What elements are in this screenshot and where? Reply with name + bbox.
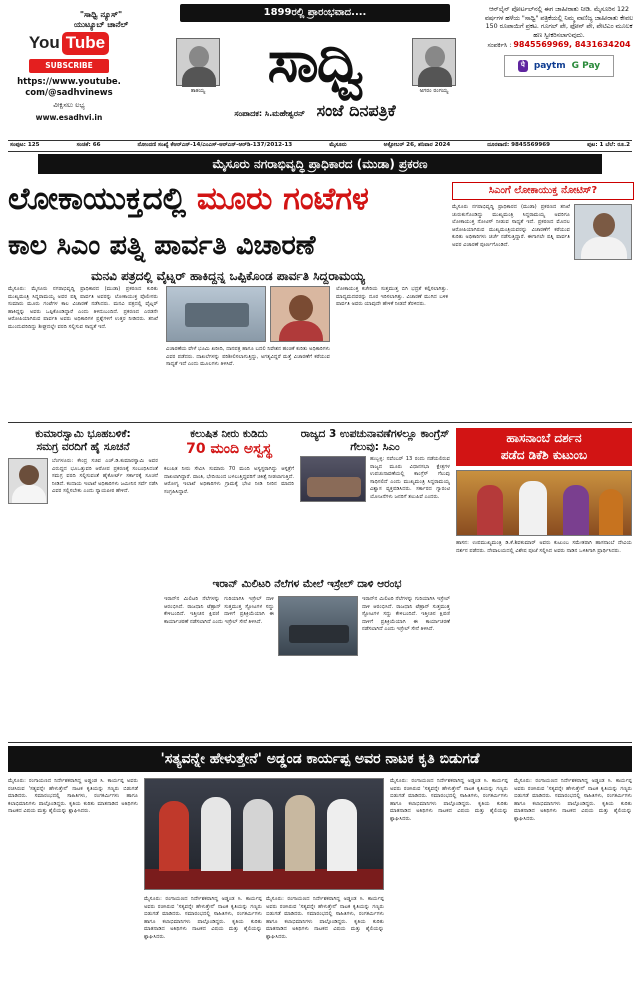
kumaraswamy-text: ಬೆಂಗಳೂರು: ಕೇಂದ್ರ ಸಚಿವ ಎಚ್.ಡಿ.ಕುಮಾರಸ್ವಾಮಿ ಅವರ ವಿರುದ್ಧದ ಭೂಒತ್ತುವರಿ ಆರೋಪ ಪ್ರಕರಣಕ್ಕೆ ಸಂಬಂಧಿಸಿದಂತೆ ಸಮಗ್ರ ವರದಿ ಸಲ್ಲಿಸುವಂತೆ ಹೈಕೋರ್ಟ್ ಸರ್ಕಾರಕ್ಕೆ ಸೂಚನೆ ನೀಡಿದೆ. ಕಂದಾಯ ಇಲಾಖೆ ಅಧಿಕಾರಿಗಳು ಜಮೀನಿನ ಸರ್ವೆ ನಡೆಸಿ ವಿವರ ಸಲ್ಲಿಸಬೇಕು ಎಂದು ನ್ಯಾಯಪೀಠ ಹೇಳಿದೆ. (52, 458, 158, 495)
youtube-logo (29, 32, 109, 55)
cm-photo (574, 204, 632, 260)
israel-text-col2: ಇರಾನ್‌ನ ಮಿಲಿಟರಿ ನೆಲೆಗಳನ್ನು ಗುರಿಯಾಗಿಸಿ ಇಸ್ರೇಲ್ ದಾಳಿ ಆರಂಭಿಸಿದೆ. ರಾಜಧಾನಿ ಟೆಹ್ರಾನ್ ಸುತ್ತಮುತ್ತ ಸ್ಫೋಟಗಳ ಸದ್ದು ಕೇಳಿಬಂದಿದೆ. ಇತ್ತೀಚಿನ ಕ್ಷಿಪಣಿ ದಾಳಿಗೆ ಪ್ರತಿಕ್ರಿಯೆಯಾಗಿ ಈ ಕಾರ್ಯಾಚರಣೆ ನಡೆಸಲಾಗಿದೆ ಎಂದು ಇಸ್ರೇಲ್ ಸೇನೆ ತಿಳಿಸಿದೆ. (362, 596, 450, 633)
youtube-word: You (28, 33, 60, 52)
subscribe-button[interactable]: SUBSCRIBE (29, 59, 109, 73)
divider-2 (8, 742, 632, 743)
established-banner: 1899ರಲ್ಲಿ ಪ್ರಾರಂಭವಾದ.... (180, 4, 450, 22)
bottom-text-col2: ಮೈಸೂರು: ರಂಗಾಯಣದ ನಿರ್ದೇಶಕರಾಗಿದ್ದ ಅಡ್ಡಂಡ ಸಿ. ಕಾರ್ಯಪ್ಪ ಅವರು ರಚಿಸಿರುವ 'ಸತ್ಯವನ್ನೇ ಹೇಳುತ್ತೇನೆ' ನಾಟಕ ಕೃತಿಯನ್ನು ಗಣ್ಯರು ಬಿಡುಗಡೆ ಮಾಡಿದರು. ಸಮಾರಂಭದಲ್ಲಿ ಸಾಹಿತಿಗಳು, ರಂಗಕರ್ಮಿಗಳು ಹಾಗೂ ಕಲಾಭಿಮಾನಿಗಳು ಪಾಲ್ಗೊಂಡಿದ್ದರು. ಕೃತಿಯ ಕುರಿತು ಮಾತನಾಡಿದ ಅತಿಥಿಗಳು ನಾಟಕದ ವಿಷಯ ಮತ್ತು ಶೈಲಿಯನ್ನು ಶ್ಲಾಘಿಸಿದರು. (144, 896, 262, 940)
side-story-headline: ಸಿಎಂಗೆ ಲೋಕಾಯುಕ್ತ ನೋಟಿಸ್? (452, 182, 634, 200)
parvathi-photo (270, 286, 330, 342)
water-text: ಕಲುಷಿತ ನೀರು ಸೇವಿಸಿ ಸುಮಾರು 70 ಮಂದಿ ಅಸ್ವಸ್ಥರಾಗಿದ್ದು ಆಸ್ಪತ್ರೆಗೆ ದಾಖಲಾಗಿದ್ದಾರೆ. ವಾಂತಿ, ಭೇದಿಯಿಂದ ಬಳಲುತ್ತಿದ್ದವರಿಗೆ ಚಿಕಿತ್ಸೆ ನೀಡಲಾಗುತ್ತಿದೆ. ಆರೋಗ್ಯ ಇಲಾಖೆ ಅಧಿಕಾರಿಗಳು ಗ್ರಾಮಕ್ಕೆ ಭೇಟಿ ನೀಡಿ ನೀರಿನ ಮಾದರಿ ಸಂಗ್ರಹಿಸಿದ್ದಾರೆ. (164, 466, 294, 495)
side-story-text: ಮೈಸೂರು ನಗರಾಭಿವೃದ್ಧಿ ಪ್ರಾಧಿಕಾರದ (ಮುಡಾ) ಪ್ರಕರಣದ ತನಿಖೆ ಚುರುಕುಗೊಂಡಿದ್ದು ಮುಖ್ಯಮಂತ್ರಿ ಸಿದ್ದರಾಮಯ್ಯ ಅವರಿಗೂ ಲೋಕಾಯುಕ್ತ ನೋಟಿಸ್ ನೀಡುವ ಸಾಧ್ಯತೆ ಇದೆ. ಪ್ರಕರಣದ ಮೊದಲ ಆರೋಪಿಯಾಗಿರುವ ಮುಖ್ಯಮಂತ್ರಿಯವರನ್ನು ವಿಚಾರಣೆಗೆ ಕರೆಯುವ ಕುರಿತು ಅಧಿಕಾರಿಗಳು ಚರ್ಚೆ ನಡೆಸುತ್ತಿದ್ದಾರೆ. ಈಗಾಗಲೇ ಪತ್ನಿ ಪಾರ್ವತಿ ಅವರ ವಿಚಾರಣೆ ಪೂರ್ಣಗೊಂಡಿದೆ. (452, 204, 570, 248)
lead-headline-line2: ಕಾಲ ಸಿಎಂ ಪತ್ನಿ ಪಾರ್ವತಿ ವಿಚಾರಣೆ (8, 230, 316, 261)
lead-headline-black: ಲೋಕಾಯುಕ್ತದಲ್ಲಿ (8, 181, 187, 217)
right-portrait (412, 38, 456, 86)
hasanamba-headline-1: ಹಾಸನಾಂಬೆ ದರ್ಶನ (506, 431, 582, 445)
advert-box (484, 6, 634, 126)
kumaraswamy-headline (8, 428, 158, 454)
date: ಅಕ್ಟೋಬರ್ 26, ಶನಿವಾರ 2024 (383, 142, 451, 149)
paytm-icon: paytm (533, 60, 566, 71)
bypoll-text: ಹುಬ್ಬಳ್ಳಿ: ನವೆಂಬರ್ 13 ರಂದು ನಡೆಯಲಿರುವ ರಾಜ್ಯದ ಮೂರು ವಿಧಾನಸಭಾ ಕ್ಷೇತ್ರಗಳ ಉಪಚುನಾವಣೆಯಲ್ಲಿ ಕಾಂಗ್ರೆಸ್ ಗೆಲುವು ಸಾಧಿಸಲಿದೆ ಎಂದು ಮುಖ್ಯಮಂತ್ರಿ ಸಿದ್ದರಾಮಯ್ಯ ವಿಶ್ವಾಸ ವ್ಯಕ್ತಪಡಿಸಿದರು. ಸರ್ಕಾರದ ಗ್ಯಾರಂಟಿ ಯೋಜನೆಗಳು ಜನರಿಗೆ ತಲುಪಿವೆ ಎಂದರು. (370, 456, 450, 500)
israel-photo (278, 596, 358, 656)
lead-subheadline: ಮನವಿ ಪತ್ರದಲ್ಲಿ ವೈಟ್ನರ್ ಹಾಕಿದ್ದನ್ನ ಒಪ್ಪಿಕೊಂಡ ಪಾರ್ವತಿ ಸಿದ್ದರಾಮಯ್ಯ (91, 269, 365, 283)
phone: ದೂರವಾಣಿ: 9845569969 (487, 142, 551, 149)
hasanamba-headline (456, 428, 632, 466)
israel-text: ಇರಾನ್‌ನ ಮಿಲಿಟರಿ ನೆಲೆಗಳನ್ನು ಗುರಿಯಾಗಿಸಿ ಇಸ್ರೇಲ್ ದಾಳಿ ಆರಂಭಿಸಿದೆ. ರಾಜಧಾನಿ ಟೆಹ್ರಾನ್ ಸುತ್ತಮುತ್ತ ಸ್ಫೋಟಗಳ ಸದ್ದು ಕೇಳಿಬಂದಿದೆ. ಇತ್ತೀಚಿನ ಕ್ಷಿಪಣಿ ದಾಳಿಗೆ ಪ್ರತಿಕ್ರಿಯೆಯಾಗಿ ಈ ಕಾರ್ಯಾಚರಣೆ ನಡೆಸಲಾಗಿದೆ ಎಂದು ಇಸ್ರೇಲ್ ಸೇನೆ ತಿಳಿಸಿದೆ. (164, 596, 274, 625)
lead-text-col2: ವಿಚಾರಣೆಯ ವೇಳೆ ಭೂಮಿ ಖರೀದಿ, ದಾನಪತ್ರ ಹಾಗೂ ಬದಲಿ ನಿವೇಶನ ಹಂಚಿಕೆ ಕುರಿತು ಅಧಿಕಾರಿಗಳು ವಿವರ ಪಡೆದರು. ದಾಖಲೆಗಳನ್ನು ಪರಿಶೀಲಿಸಲಾಗುತ್ತಿದ್ದು, ಅಗತ್ಯವಿದ್ದರೆ ಮತ್ತೆ ವಿಚಾರಣೆಗೆ ಕರೆಯುವ ಸಾಧ್ಯತೆ ಇದೆ ಎಂದು ಮೂಲಗಳು ತಿಳಿಸಿವೆ. (166, 346, 330, 368)
lead-text-col1: ಮೈಸೂರು: ಮೈಸೂರು ನಗರಾಭಿವೃದ್ಧಿ ಪ್ರಾಧಿಕಾರದ (ಮುಡಾ) ಪ್ರಕರಣದ ಕುರಿತು ಮುಖ್ಯಮಂತ್ರಿ ಸಿದ್ದರಾಮಯ್ಯ ಅವರ ಪತ್ನಿ ಪಾರ್ವತಿ ಅವರನ್ನು ಲೋಕಾಯುಕ್ತ ಪೊಲೀಸರು ಸುಮಾರು ಮೂರು ಗಂಟೆಗಳ ಕಾಲ ವಿಚಾರಣೆ ನಡೆಸಿದರು. ಮನವಿ ಪತ್ರದಲ್ಲಿ ವೈಟ್ನರ್ ಹಾಕಿದ್ದನ್ನು ಅವರು ಒಪ್ಪಿಕೊಂಡಿದ್ದಾರೆ ಎಂದು ತಿಳಿದುಬಂದಿದೆ. ಪ್ರಕರಣದ ಎರಡನೇ ಆರೋಪಿಯಾಗಿರುವ ಪಾರ್ವತಿ ಅವರು ಅಧಿಕಾರಿಗಳ ಪ್ರಶ್ನೆಗಳಿಗೆ ಉತ್ತರ ನೀಡಿದರು. ತನಿಖೆ ಮುಂದುವರಿದಿದ್ದು ಶೀಘ್ರದಲ್ಲೇ ವರದಿ ಸಲ್ಲಿಸುವ ಸಾಧ್ಯತೆ ಇದೆ. (8, 286, 158, 330)
water-headline-1: ಕಲುಷಿತ ನೀರು ಕುಡಿದು (190, 428, 268, 440)
right-portrait-caption: ಅಗರಂ ರಂಗಯ್ಯ (419, 88, 449, 94)
youtube-tube: Tube (62, 32, 109, 55)
lead-headline-line1 (8, 176, 448, 228)
bottom-text-col4: ಮೈಸೂರು: ರಂಗಾಯಣದ ನಿರ್ದೇಶಕರಾಗಿದ್ದ ಅಡ್ಡಂಡ ಸಿ. ಕಾರ್ಯಪ್ಪ ಅವರು ರಚಿಸಿರುವ 'ಸತ್ಯವನ್ನೇ ಹೇಳುತ್ತೇನೆ' ನಾಟಕ ಕೃತಿಯನ್ನು ಗಣ್ಯರು ಬಿಡುಗಡೆ ಮಾಡಿದರು. ಸಮಾರಂಭದಲ್ಲಿ ಸಾಹಿತಿಗಳು, ರಂಗಕರ್ಮಿಗಳು ಹಾಗೂ ಕಲಾಭಿಮಾನಿಗಳು ಪಾಲ್ಗೊಂಡಿದ್ದರು. ಕೃತಿಯ ಕುರಿತು ಮಾತನಾಡಿದ ಅತಿಥಿಗಳು ನಾಟಕದ ವಿಷಯ ಮತ್ತು ಶೈಲಿಯನ್ನು ಶ್ಲಾಘಿಸಿದರು. (390, 778, 508, 822)
channel-box: "ಸಾಧ್ವಿ ನ್ಯೂಸ್" ಯುಟ್ಯೂಬ್ ಚಾನೆಲ್ (73, 10, 129, 30)
bottom-story-headline: 'ಸತ್ಯವನ್ನೇ ಹೇಳುತ್ತೇನೆ' ಅಡ್ಡಂಡ ಕಾರ್ಯಪ್ಪ ಅವರ ನಾಟಕ ಕೃತಿ ಬಿಡುಗಡೆ (8, 746, 632, 772)
israel-headline: ಇರಾನ್ ಮಿಲಿಟರಿ ನೆಲೆಗಳ ಮೇಲೆ ಇಸ್ರೇಲ್ ದಾಳಿ ಆರಂಭ (212, 578, 402, 590)
youtube-url-line1: https://www.youtube. (17, 77, 121, 88)
gpay-icon: G Pay (571, 60, 601, 71)
youtube-url-line2: com/@sadhvinews (25, 88, 113, 99)
newspaper-title: ಸಾಧ್ವಿ (267, 27, 363, 95)
place: ಮೈಸೂರು (329, 142, 347, 149)
info-bar (8, 140, 632, 152)
hasanamba-photo (456, 470, 632, 536)
kumaraswamy-photo (8, 458, 48, 504)
tagline-row (150, 100, 480, 122)
bypoll-headline: ರಾಜ್ಯದ 3 ಉಪಚುನಾವಣೆಗಳಲ್ಲೂ ಕಾಂಗ್ರೆಸ್ ಗೆಲುವು: ಸಿಎಂ (300, 428, 450, 454)
masthead (150, 4, 480, 122)
contact-phones[interactable]: 9845569969, 8431634204 (513, 40, 631, 49)
kumaraswamy-headline-2: ಸಮಗ್ರ ವರದಿಗೆ ಹೈ ಸೂಚನೆ (36, 441, 130, 454)
water-headline-2: 70 ಮಂದಿ ಅಸ್ವಸ್ಥ (186, 441, 272, 458)
bottom-text-col1: ಮೈಸೂರು: ರಂಗಾಯಣದ ನಿರ್ದೇಶಕರಾಗಿದ್ದ ಅಡ್ಡಂಡ ಸಿ. ಕಾರ್ಯಪ್ಪ ಅವರು ರಚಿಸಿರುವ 'ಸತ್ಯವನ್ನೇ ಹೇಳುತ್ತೇನೆ' ನಾಟಕ ಕೃತಿಯನ್ನು ಗಣ್ಯರು ಬಿಡುಗಡೆ ಮಾಡಿದರು. ಸಮಾರಂಭದಲ್ಲಿ ಸಾಹಿತಿಗಳು, ರಂಗಕರ್ಮಿಗಳು ಹಾಗೂ ಕಲಾಭಿಮಾನಿಗಳು ಪಾಲ್ಗೊಂಡಿದ್ದರು. ಕೃತಿಯ ಕುರಿತು ಮಾತನಾಡಿದ ಅತಿಥಿಗಳು ನಾಟಕದ ವಿಷಯ ಮತ್ತು ಶೈಲಿಯನ್ನು ಶ್ಲಾಘಿಸಿದರು. (8, 778, 138, 815)
lda-building-photo (166, 286, 266, 342)
registration: ನೋಂದಣಿ ಸಂಖ್ಯೆ ಕೆಆರ್‌ಎನ್-14/ಎಂಎಸ್-ಆರ್‌ಎನ್-ಆರ್‌ಡಿ-137/2012-13 (137, 142, 293, 149)
kumaraswamy-headline-1: ಕುಮಾರಸ್ವಾಮಿ ಭೂಹಬಳಿಕೆ: (35, 428, 131, 440)
issue: ಸಂಚಿಕೆ: 66 (76, 142, 101, 149)
youtube-url[interactable] (8, 77, 130, 99)
phonepe-icon: पे (518, 60, 528, 71)
book-release-photo (144, 778, 384, 890)
divider-1 (8, 422, 632, 423)
water-headline (164, 428, 294, 459)
pages-price: ಪುಟ: 1 ಬೆಲೆ: ರೂ.2 (587, 142, 630, 149)
bottom-text-col5: ಮೈಸೂರು: ರಂಗಾಯಣದ ನಿರ್ದೇಶಕರಾಗಿದ್ದ ಅಡ್ಡಂಡ ಸಿ. ಕಾರ್ಯಪ್ಪ ಅವರು ರಚಿಸಿರುವ 'ಸತ್ಯವನ್ನೇ ಹೇಳುತ್ತೇನೆ' ನಾಟಕ ಕೃತಿಯನ್ನು ಗಣ್ಯರು ಬಿಡುಗಡೆ ಮಾಡಿದರು. ಸಮಾರಂಭದಲ್ಲಿ ಸಾಹಿತಿಗಳು, ರಂಗಕರ್ಮಿಗಳು ಹಾಗೂ ಕಲಾಭಿಮಾನಿಗಳು ಪಾಲ್ಗೊಂಡಿದ್ದರು. ಕೃತಿಯ ಕುರಿತು ಮಾತನಾಡಿದ ಅತಿಥಿಗಳು ನಾಟಕದ ವಿಷಯ ಮತ್ತು ಶೈಲಿಯನ್ನು ಶ್ಲಾಘಿಸಿದರು. (514, 778, 632, 822)
bypoll-photo (300, 456, 366, 502)
advert-text: ಆನ್‌ಲೈನ್ ಪೋರ್ಟಲ್‌ನಲ್ಲಿ ಈಗ ಜಾಹೀರಾತು ನೀಡಿ. ಮೈಸೂರಿನ 122 ವರ್ಷಗಳ ಹಳೆಯ "ಸಾಧ್ವಿ" ಪತ್ರಿಕೆಯಲ್ಲಿ ನಿಮ್ಮ ವಾಣಿಜ್ಯ ಜಾಹೀರಾತು ಕೇವಲ 150 ರೂಪಾಯಿಗೆ ಪ್ರಕಟ. ಗೂಗಲ್ ಪೇ, ಫೋನ್ ಪೇ, ಪೇಟಿಎಂ ಮೂಲಕ ಹಣ ಸ್ವೀಕರಿಸಲಾಗುವುದು. (484, 6, 634, 39)
left-portrait-caption: ತಾತಯ್ಯ (190, 88, 206, 94)
volume: ಸಂಪುಟ: 125 (10, 142, 40, 149)
contact-label: ಸಂಪರ್ಕಿಸಿ : (487, 42, 512, 49)
website-link[interactable]: www.esadhvi.in (35, 112, 103, 122)
lead-text-col3: ಲೋಕಾಯುಕ್ತ ಕಚೇರಿಯ ಸುತ್ತಮುತ್ತ ಬಿಗಿ ಭದ್ರತೆ ಕಲ್ಪಿಸಲಾಗಿತ್ತು. ಮಾಧ್ಯಮದವರನ್ನು ದೂರ ಇರಿಸಲಾಗಿತ್ತು. ವಿಚಾರಣೆ ಮುಗಿದ ಬಳಿಕ ಪಾರ್ವತಿ ಅವರು ಯಾವುದೇ ಹೇಳಿಕೆ ನೀಡದೆ ತೆರಳಿದರು. (336, 286, 448, 308)
watch-line: ವೀಕ್ಷಿಸಲು ಲಭ್ಯ (53, 101, 85, 110)
hasanamba-text: ಹಾಸನ: ಉಪಮುಖ್ಯಮಂತ್ರಿ ಡಿ.ಕೆ.ಶಿವಕುಮಾರ್ ಅವರು ಕುಟುಂಬ ಸಮೇತರಾಗಿ ಹಾಸನಾಂಬೆ ದೇವಿಯ ದರ್ಶನ ಪಡೆದರು. ದೇವಾಲಯದಲ್ಲಿ ವಿಶೇಷ ಪೂಜೆ ಸಲ್ಲಿಸಿದ ಅವರು ನಾಡಿನ ಒಳಿತಿಗಾಗಿ ಪ್ರಾರ್ಥಿಸಿದರು. (456, 540, 632, 554)
hasanamba-headline-2: ಪಡೆದ ಡಿಕೆಶಿ ಕುಟುಂಬ (500, 448, 588, 462)
lead-headline-red: ಮೂರು ಗಂಟೆಗಳ (196, 181, 369, 217)
payment-logos (504, 55, 614, 77)
bottom-text-col3: ಮೈಸೂರು: ರಂಗಾಯಣದ ನಿರ್ದೇಶಕರಾಗಿದ್ದ ಅಡ್ಡಂಡ ಸಿ. ಕಾರ್ಯಪ್ಪ ಅವರು ರಚಿಸಿರುವ 'ಸತ್ಯವನ್ನೇ ಹೇಳುತ್ತೇನೆ' ನಾಟಕ ಕೃತಿಯನ್ನು ಗಣ್ಯರು ಬಿಡುಗಡೆ ಮಾಡಿದರು. ಸಮಾರಂಭದಲ್ಲಿ ಸಾಹಿತಿಗಳು, ರಂಗಕರ್ಮಿಗಳು ಹಾಗೂ ಕಲಾಭಿಮಾನಿಗಳು ಪಾಲ್ಗೊಂಡಿದ್ದರು. ಕೃತಿಯ ಕುರಿತು ಮಾತನಾಡಿದ ಅತಿಥಿಗಳು ನಾಟಕದ ವಿಷಯ ಮತ್ತು ಶೈಲಿಯನ್ನು ಶ್ಲಾಘಿಸಿದರು. (266, 896, 384, 940)
editor-name: ಸಂಪಾದಕ: ಸಿ.ಮಹೇಶ್ವರನ್ (234, 109, 306, 118)
topic-bar: ಮೈಸೂರು ನಗರಾಭಿವೃದ್ಧಿ ಪ್ರಾಧಿಕಾರದ (ಮುಡಾ) ಪ್ರಕರಣ (38, 154, 602, 174)
tagline: ಸಂಜೆ ದಿನಪತ್ರಿಕೆ (316, 101, 396, 120)
